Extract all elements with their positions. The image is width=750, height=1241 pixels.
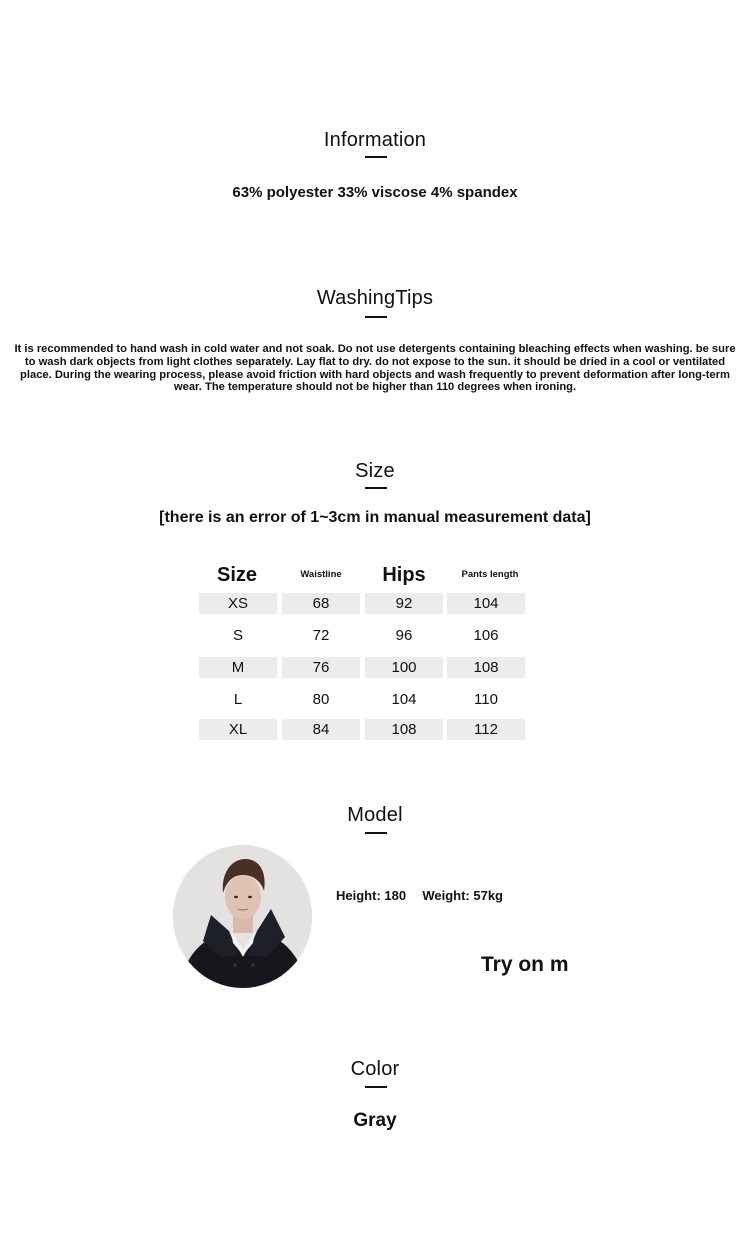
model-title: Model — [347, 804, 403, 826]
waistline-cell: 84 — [282, 719, 360, 740]
model-title-underline — [365, 832, 387, 834]
model-photo — [173, 845, 312, 988]
waistline-cell: 68 — [282, 593, 360, 614]
pants-length-cell: 112 — [447, 719, 525, 740]
information-title-underline — [365, 156, 387, 158]
waistline-cell: 72 — [312, 627, 330, 644]
pants-length-cell: 110 — [474, 691, 498, 708]
size-title: Size — [355, 460, 395, 482]
hips-header: Hips — [382, 564, 426, 586]
size-cell: M — [199, 657, 277, 678]
waistline-header: Waistline — [300, 569, 342, 580]
size-cell: XL — [199, 719, 277, 740]
color-title-underline — [365, 1086, 387, 1088]
model-height: Height: 180 — [336, 888, 407, 903]
waistline-cell: 76 — [282, 657, 360, 678]
hips-cell: 100 — [365, 657, 443, 678]
pants-length-cell: 104 — [447, 593, 525, 614]
model-weight: Weight: 57kg — [422, 888, 503, 903]
pants-length-cell: 108 — [447, 657, 525, 678]
information-title: Information — [323, 129, 427, 151]
hips-cell: 108 — [365, 719, 443, 740]
washing-tips-text: It is recommended to hand wash in cold water and not soak. Do not use detergents containing bleaching effects when washing. be sure to wash dark objects from light clothes separately. Lay flat to dry. do not expose to the sun. it should be dried in a cool or ventilated place. During the wearing process, please avoid friction with hard objects and wash frequently to prevent deformation after long-term wear. The temperature should not be higher than 110 degrees when ironing. — [14, 343, 736, 394]
size-cell: S — [232, 627, 243, 644]
color-value: Gray — [353, 1110, 397, 1131]
color-title: Color — [350, 1058, 400, 1080]
size-header: Size — [216, 564, 258, 586]
measurement-note: [there is an error of 1~3cm in manual measurement data] — [159, 509, 591, 526]
washing-tips-title-underline — [365, 316, 387, 318]
size-cell: XS — [199, 593, 277, 614]
size-cell: L — [233, 691, 243, 708]
pants-length-cell: 106 — [473, 627, 499, 644]
hips-cell: 92 — [365, 593, 443, 614]
pants-length-header: Pants length — [461, 569, 519, 580]
size-title-underline — [365, 487, 387, 489]
hips-cell: 96 — [395, 627, 413, 644]
hips-cell: 104 — [391, 691, 417, 708]
washing-tips-title: WashingTips — [316, 287, 434, 309]
model-stats — [336, 888, 503, 903]
waistline-cell: 80 — [312, 691, 330, 708]
composition-text: 63% polyester 33% viscose 4% spandex — [232, 184, 518, 201]
try-on-label: Try on m — [481, 953, 569, 976]
